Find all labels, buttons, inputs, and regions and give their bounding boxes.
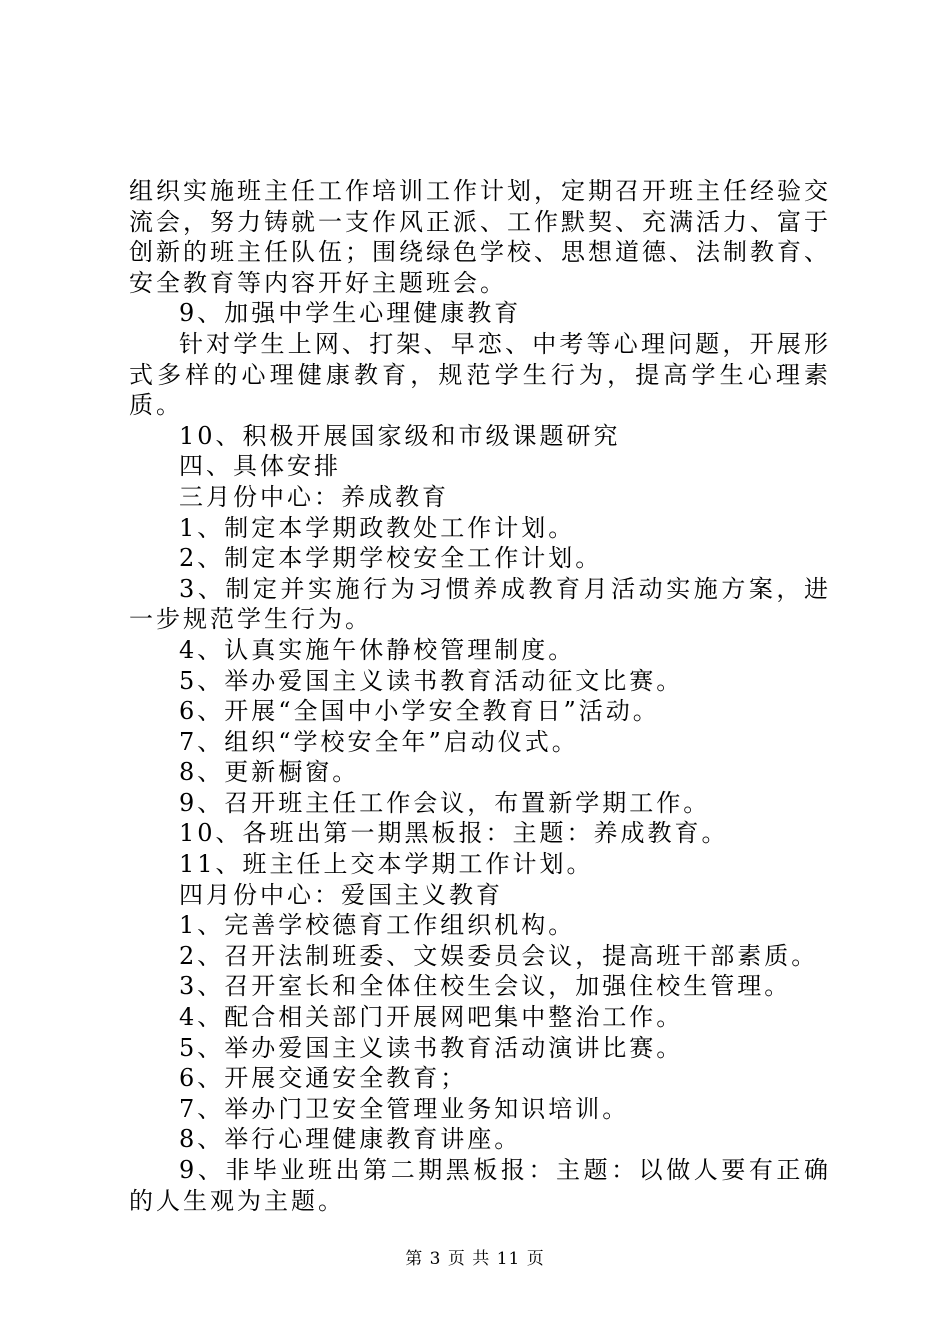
list-item: 7、举办门卫安全管理业务知识培训。 bbox=[179, 1094, 630, 1123]
list-item: 1、制定本学期政教处工作计划。 bbox=[179, 513, 576, 542]
document-body bbox=[129, 176, 831, 1216]
list-item: 4、配合相关部门开展网吧集中整治工作。 bbox=[179, 1003, 684, 1032]
list-item: 3、制定并实施行为习惯养成教育月活动实施方案，进一步规范学生行为。 bbox=[129, 574, 831, 634]
list-item: 8、更新橱窗。 bbox=[179, 758, 360, 787]
list-item: 3、召开室长和全体住校生会议，加强住校生管理。 bbox=[179, 972, 792, 1001]
list-item: 2、制定本学期学校安全工作计划。 bbox=[179, 544, 603, 573]
section-heading: 9、加强中学生心理健康教育 bbox=[179, 299, 522, 328]
list-item: 10、各班出第一期黑板报：主题：养成教育。 bbox=[179, 819, 729, 848]
list-item: 6、开展“全国中小学安全教育日”活动。 bbox=[179, 697, 660, 726]
list-item: 8、举行心理健康教育讲座。 bbox=[179, 1125, 522, 1154]
list-item: 2、召开法制班委、文娱委员会议，提高班干部素质。 bbox=[179, 941, 819, 970]
list-item: 5、举办爱国主义读书教育活动征文比赛。 bbox=[179, 666, 684, 695]
list-item: 6、开展交通安全教育； bbox=[179, 1064, 468, 1093]
section-heading: 10、积极开展国家级和市级课题研究 bbox=[179, 421, 621, 450]
list-item: 11、班主任上交本学期工作计划。 bbox=[179, 850, 594, 879]
page-number-footer: 第 3 页 共 11 页 bbox=[405, 1249, 545, 1269]
section-heading: 四、具体安排 bbox=[179, 452, 341, 481]
list-item: 4、认真实施午休静校管理制度。 bbox=[179, 635, 576, 664]
list-item: 1、完善学校德育工作组织机构。 bbox=[179, 911, 576, 940]
list-item: 7、组织“学校安全年”启动仪式。 bbox=[179, 727, 579, 756]
list-item: 9、非毕业班出第二期黑板报：主题：以做人要有正确的人生观为主题。 bbox=[129, 1156, 831, 1215]
paragraph: 针对学生上网、打架、早恋、中考等心理问题，开展形式多样的心理健康教育，规范学生行为，提高学生心理素质。 bbox=[129, 329, 831, 420]
list-item: 9、召开班主任工作会议，布置新学期工作。 bbox=[179, 788, 711, 817]
month-heading: 四月份中心：爱国主义教育 bbox=[179, 880, 503, 909]
list-item: 5、举办爱国主义读书教育活动演讲比赛。 bbox=[179, 1033, 684, 1062]
paragraph: 组织实施班主任工作培训工作计划，定期召开班主任经验交流会，努力铸就一支作风正派、工作默契、充满活力、富于创新的班主任队伍；围绕绿色学校、思想道德、法制教育、安全教育等内容开好主题班会。 bbox=[129, 177, 831, 297]
month-heading: 三月份中心：养成教育 bbox=[179, 482, 449, 511]
